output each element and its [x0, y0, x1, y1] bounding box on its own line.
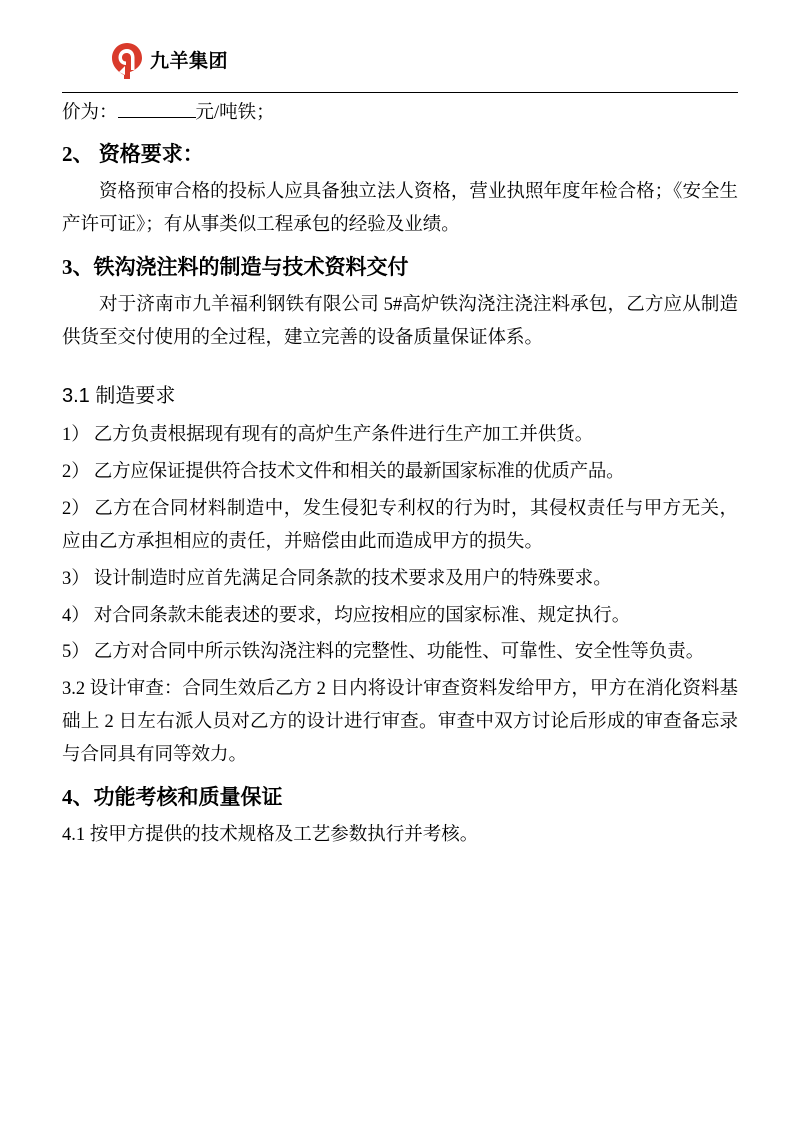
- price-blank-field[interactable]: [118, 117, 196, 118]
- list-item: [62, 563, 738, 597]
- qualification-paragraph: 资格预审合格的投标人应具备独立法人资格，营业执照年度年检合格；《安全生产许可证》；有从事类似工程承包的经验及业绩。: [62, 182, 738, 236]
- price-line: [62, 99, 738, 129]
- list-item-text: 对合同条款未能表述的要求，均应按相应的国家标准、规定执行。: [93, 605, 631, 626]
- list-item: [62, 600, 738, 634]
- list-item-marker: 1）: [62, 425, 90, 446]
- list-item-text: 乙方对合同中所示铁沟浇注料的完整性、功能性、可靠性、安全性等负责。: [93, 642, 705, 663]
- section-heading-manufacture: 3、铁沟浇注料的制造与技术资料交付: [62, 254, 409, 279]
- list-item-marker: 2）: [62, 461, 90, 482]
- list-item-text: 乙方应保证提供符合技术文件和相关的最新国家标准的优质产品。: [93, 461, 625, 482]
- section-heading-qualification: 2、 资格要求：: [62, 141, 204, 166]
- list-item-marker: 4）: [62, 605, 90, 626]
- list-item-text: 乙方负责根据现有现有的高炉生产条件进行生产加工并供货。: [93, 425, 594, 446]
- subsection-3-2-paragraph: 3.2 设计审查：合同生效后乙方 2 日内将设计审查资料发给甲方，甲方在消化资料基础上 2 日左右派人员对乙方的设计进行审查。审查中双方讨论后形成的审查备忘录与合同具有同等效力。: [62, 678, 738, 765]
- list-item: [62, 636, 738, 670]
- nine-goat-group-logo-icon: [110, 42, 144, 80]
- list-item-text: 乙方在合同材料制造中，发生侵犯专利权的行为时，其侵权责任与甲方无关，应由乙方承担相应的责任，并赔偿由此而造成甲方的损失。: [62, 498, 738, 553]
- list-item: [62, 419, 738, 453]
- manufacture-paragraph: 对于济南市九羊福利钢铁有限公司 5#高炉铁沟浇注浇注料承包，乙方应从制造供货至交付使用的全过程，建立完善的设备质量保证体系。: [62, 295, 738, 349]
- company-logo: [110, 42, 228, 80]
- manufacture-requirements-list: [62, 419, 738, 670]
- section-4-item-4-1: 4.1 按甲方提供的技术规格及工艺参数执行并考核。: [62, 825, 479, 846]
- list-item: [62, 456, 738, 490]
- list-item-marker: 5）: [62, 642, 90, 663]
- list-item: [62, 493, 738, 560]
- list-item-text: 设计制造时应首先满足合同条款的技术要求及用户的特殊要求。: [93, 568, 612, 589]
- list-item-marker: 3）: [62, 568, 90, 589]
- price-line-prefix: 价为：: [62, 103, 118, 123]
- list-item-marker: 2）: [62, 498, 90, 519]
- page-header: [62, 40, 738, 93]
- section-heading-performance: 4、功能考核和质量保证: [62, 784, 283, 809]
- price-line-suffix: 元/吨铁；: [195, 103, 275, 123]
- subsection-heading-3-1: 3.1 制造要求: [62, 385, 176, 408]
- company-name: 九羊集团: [150, 50, 229, 72]
